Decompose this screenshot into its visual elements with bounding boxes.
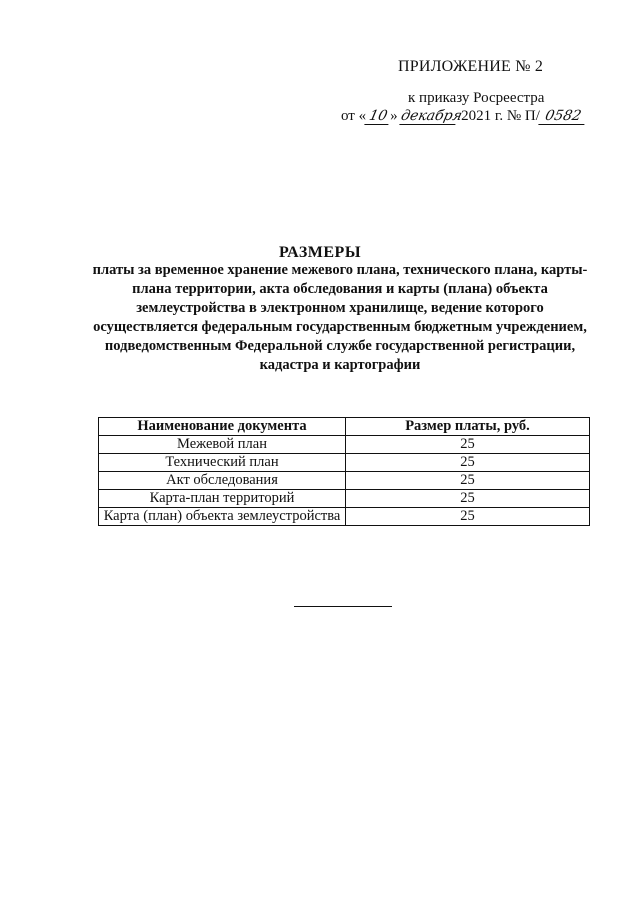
fee-cell: 25 (346, 508, 590, 526)
table-header-row (99, 418, 590, 436)
document-name-cell: Карта-план территорий (99, 490, 346, 508)
table-row (99, 508, 590, 526)
document-name-cell: Акт обследования (99, 472, 346, 490)
handwritten-order-number: 0582 (538, 109, 587, 125)
date-prefix: от « (341, 108, 367, 124)
date-mid: » (390, 108, 398, 124)
end-divider-line (294, 606, 392, 607)
handwritten-day: 10 (364, 109, 391, 125)
column-header-document: Наименование документа (99, 418, 346, 436)
handwritten-month: декабря (399, 108, 464, 124)
column-header-fee: Размер платы, руб. (346, 418, 590, 436)
appendix-heading: ПРИЛОЖЕНИЕ № 2 (398, 58, 544, 75)
order-date-line (341, 108, 586, 125)
document-name-cell: Карта (план) объекта землеустройства (99, 508, 346, 526)
document-name-cell: Технический план (99, 454, 346, 472)
table-row (99, 472, 590, 490)
table-row (99, 490, 590, 508)
year-text: 2021 г. № П/ (461, 108, 540, 124)
order-reference: к приказу Росреестра (408, 90, 545, 106)
fee-cell: 25 (346, 472, 590, 490)
table-row (99, 454, 590, 472)
document-subtitle: платы за временное хранение межевого плана, технического плана, карты-плана территории, акта обследования и карты (плана) объекта землеустройства в электронном хранилище, ведение которого осуществляется федеральным государственным бюджетным учреждением, подведомственным Федеральной службе государственной регистрации, кадастра и картографии (92, 262, 588, 373)
fees-table (98, 417, 590, 526)
fee-cell: 25 (346, 490, 590, 508)
document-title: РАЗМЕРЫ (278, 244, 362, 261)
document-name-cell: Межевой план (99, 436, 346, 454)
fee-cell: 25 (346, 454, 590, 472)
fee-cell: 25 (346, 436, 590, 454)
table-row (99, 436, 590, 454)
